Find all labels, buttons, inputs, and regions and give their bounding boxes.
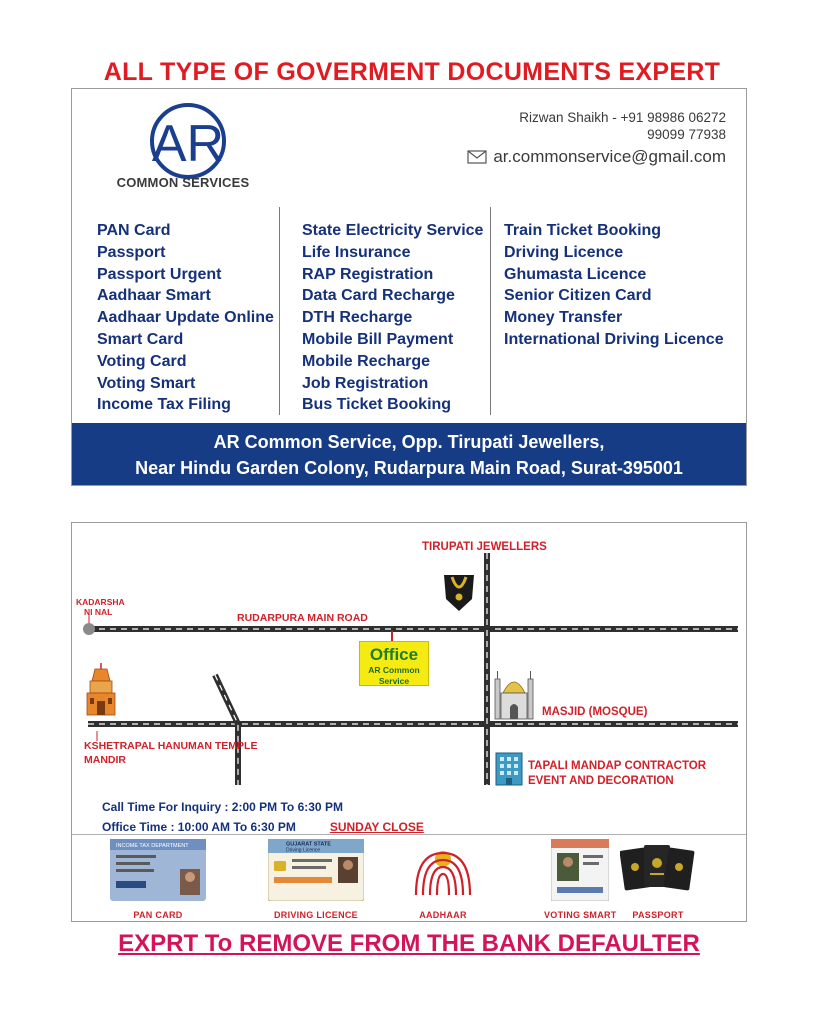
column-divider	[279, 207, 280, 415]
service-item: Aadhaar Update Online	[97, 309, 274, 327]
kadarsha-label: KADARSHA NI NAL	[76, 597, 125, 617]
service-item: Senior Citizen Card	[504, 287, 652, 305]
pan-card-icon	[110, 839, 206, 901]
envelope-icon	[467, 150, 487, 164]
service-item: Passport	[97, 243, 166, 261]
service-item: Data Card Recharge	[302, 287, 455, 305]
temple-label: KSHETRAPAL HANUMAN TEMPLE MANDIR	[84, 740, 258, 766]
building-icon	[494, 751, 524, 787]
driving-licence-icon	[268, 839, 364, 901]
services-column-2	[302, 220, 483, 416]
service-item: Train Ticket Booking	[504, 222, 662, 239]
office-time: Office Time : 10:00 AM To 6:30 PM	[102, 820, 296, 834]
aadhaar-doc	[402, 839, 484, 920]
service-item: Voting Smart	[97, 374, 196, 392]
column-divider	[490, 207, 491, 415]
aadhaar-label: AADHAAR	[419, 910, 467, 920]
service-item: State Electricity Service	[302, 222, 484, 239]
page-headline: ALL TYPE OF GOVERMENT DOCUMENTS EXPERT	[103, 58, 721, 86]
pan-card-doc	[110, 839, 206, 920]
service-item: Bus Ticket Booking	[302, 396, 452, 414]
service-item: Life Insurance	[302, 243, 411, 261]
business-card	[71, 88, 747, 486]
timings-block	[102, 797, 424, 837]
voting-card-label: VOTING SMART	[544, 910, 617, 920]
service-item: Driving Licence	[504, 243, 624, 261]
jewellery-icon	[442, 571, 476, 613]
svg-text:AR: AR	[151, 115, 225, 173]
service-item: RAP Registration	[302, 265, 434, 283]
office-title: Office	[369, 645, 419, 664]
service-item: PAN Card	[97, 222, 171, 239]
services-column-1	[97, 220, 274, 416]
main-road-label: RUDARPURA MAIN ROAD	[237, 612, 368, 624]
passport-label: PASSPORT	[632, 910, 684, 920]
sunday-close: SUNDAY CLOSE	[329, 820, 424, 834]
kadarsha-marker-icon	[83, 623, 95, 635]
tapali-label: TAPALI MANDAP CONTRACTOR EVENT AND DECORATION	[528, 760, 707, 787]
service-item: International Driving Licence	[504, 330, 724, 348]
mosque-icon	[493, 665, 535, 721]
service-item: Mobile Bill Payment	[302, 330, 454, 348]
logo-caption: COMMON SERVICES	[116, 175, 250, 190]
service-item: DTH Recharge	[302, 309, 413, 327]
passport-doc	[620, 839, 696, 920]
driving-licence-doc	[268, 839, 364, 920]
svg-text:INCOME TAX DEPARTMENT: INCOME TAX DEPARTMENT	[116, 843, 189, 849]
email-address[interactable]: ar.commonservice@gmail.com	[493, 147, 726, 166]
pan-card-label: PAN CARD	[133, 910, 183, 920]
temple-icon	[84, 661, 118, 719]
services-column-3	[504, 220, 724, 351]
voting-card-doc	[544, 839, 617, 920]
address-line-2: Near Hindu Garden Colony, Rudarpura Main Road, Surat-395001	[135, 458, 683, 478]
service-item: Job Registration	[302, 374, 429, 392]
email-row[interactable]	[467, 147, 726, 167]
service-item: Income Tax Filing	[97, 396, 231, 414]
svg-text:Driving Licence: Driving Licence	[286, 847, 321, 854]
contact-block	[467, 109, 726, 167]
office-subtitle: AR Common Service	[368, 665, 420, 686]
service-item: Mobile Recharge	[302, 352, 431, 370]
address-banner	[72, 423, 746, 485]
service-item: Ghumasta Licence	[504, 265, 647, 283]
location-map-card	[71, 522, 747, 922]
passport-icon	[620, 839, 696, 901]
contact-name-phone: Rizwan Shaikh - +91 98986 06272	[519, 110, 726, 125]
voting-card-icon	[551, 839, 609, 901]
inquiry-time: Call Time For Inquiry : 2:00 PM To 6:30 PM	[102, 800, 343, 814]
address-line-1: AR Common Service, Opp. Tirupati Jewellers,	[213, 432, 605, 452]
tirupati-label: TIRUPATI JEWELLERS	[422, 541, 547, 553]
diagonal-road-line	[215, 675, 238, 785]
footer-tagline: EXPRT To REMOVE FROM THE BANK DEFAULTER	[118, 930, 700, 957]
service-item: Aadhaar Smart	[97, 287, 211, 305]
masjid-label: MASJID (MOSQUE)	[542, 706, 648, 718]
office-marker[interactable]	[359, 641, 429, 686]
service-item: Smart Card	[97, 330, 184, 348]
svg-text:GUJARAT STATE: GUJARAT STATE	[286, 841, 331, 848]
service-item: Money Transfer	[504, 309, 623, 327]
docs-divider	[72, 834, 746, 835]
service-item: Voting Card	[97, 352, 187, 370]
contact-phone-2: 99099 77938	[647, 127, 726, 142]
driving-licence-label: DRIVING LICENCE	[273, 910, 358, 920]
service-item: Passport Urgent	[97, 265, 222, 283]
aadhaar-icon	[402, 839, 484, 901]
